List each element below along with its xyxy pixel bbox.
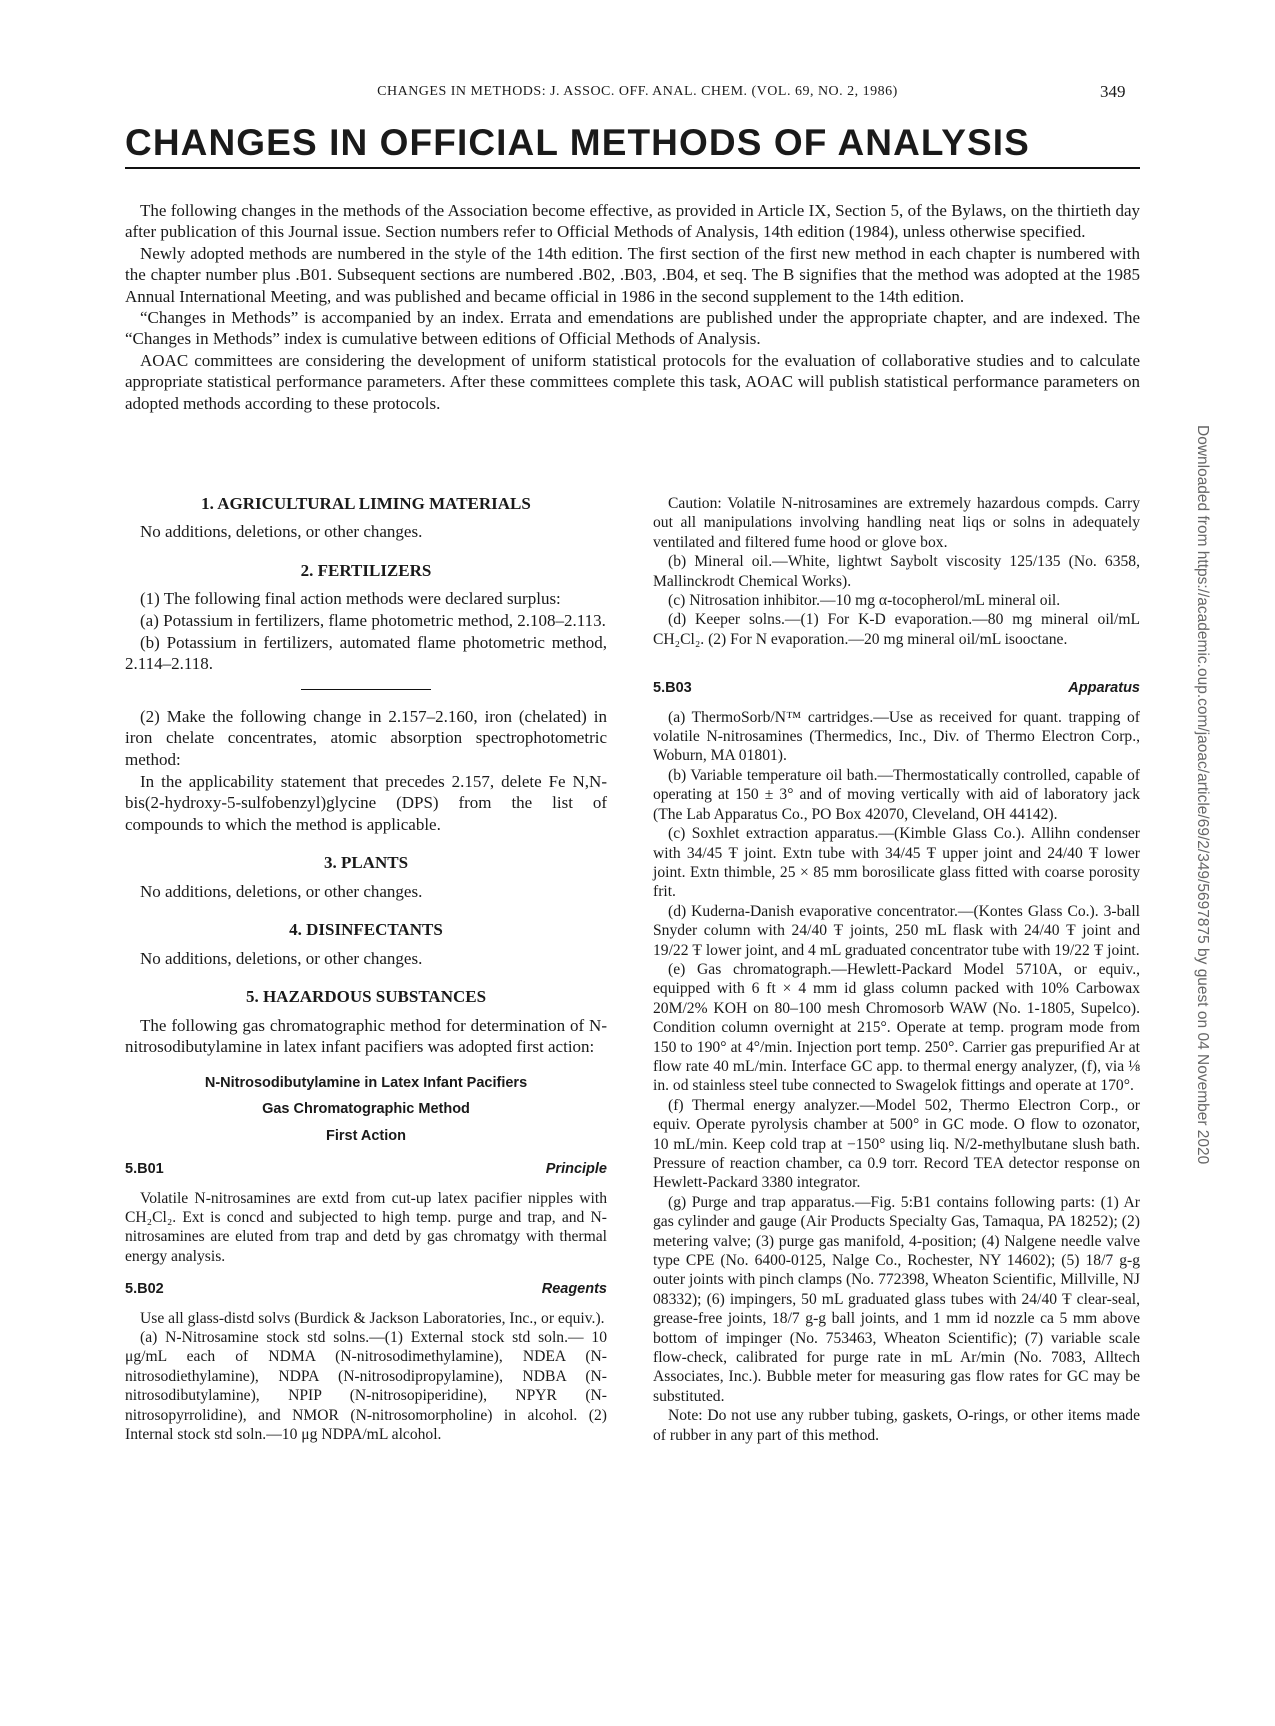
paragraph: No additions, deletions, or other changes. (140, 881, 423, 901)
section-heading: 3. PLANTS (323, 853, 409, 873)
paragraph: (b) Potassium in fertilizers, automated flame photometric method, 2.114–2.118. (125, 632, 607, 674)
subsection-number: 5.B01 (125, 1161, 164, 1178)
paragraph: (g) Purge and trap apparatus.—Fig. 5:B1 contains following parts: (1) Ar gas cylinder and gauge (Air Products Specialty Gas, Tamaqua, PA 18252); (2) metering valve; (3) purge gas manifold, 4-position; (4) Nalgene needle valve type CPE (No. 6400-0125, Nalge Co., Rochester, NY 14602); (5) 18/7 g-g outer joints with pinch clamps (No. 772398, Wheaton Scientific, Millville, NJ 08332); (6) impingers, 50 mL graduated glass tubes with 24/40 Ŧ clear-seal, grease-free joints, 18/7 g-g ball joints, and 1 mm id nozzle ca 5 mm above bottom of impinger (No. 753463, Wheaton Scientific); (7) variable scale flow-check, calibrated for purge rate in mL Ar/min (No. 7083, Alltech Associates, Inc.). Bubble meter for measuring gas flow rates for GC may be substituted. (653, 1193, 1140, 1405)
intro-paragraph: The following changes in the methods of the Association become effective, as provided in Article IX, Section 5, of the Bylaws, on the thirtieth day after publication of this Journal issue. Section numbers refer to Official Methods of Analysis, 14th edition (1984), unless otherwise specified. (125, 201, 1140, 242)
subsection-number: 5.B03 (653, 680, 692, 697)
paragraph: No additions, deletions, or other changes. (140, 522, 423, 542)
paragraph: Volatile N-nitrosamines are extd from cut-up latex pacifier nipples with CH₂Cl₂. Ext is concd and subjected to high temp. purge and trap, and N-nitrosamines are eluted from trap and detd by gas chromatgy with thermal energy analysis. (125, 1189, 607, 1265)
caution-paragraph: Caution: Volatile N-nitrosamines are extremely hazardous compds. Carry out all manipulations involving handling neat liqs or solns in adequately ventilated and filtered fume hood or glove box. (653, 495, 1140, 551)
paragraph: Use all glass-distd solvs (Burdick & Jackson Laboratories, Inc., or equiv.). (140, 1309, 605, 1327)
method-title: N-Nitrosodibutylamine in Latex Infant Pacifiers (204, 1074, 528, 1091)
left-column (125, 494, 607, 1444)
section-heading: 2. FERTILIZERS (300, 561, 432, 580)
subsection-heading (653, 679, 1140, 698)
paragraph: The following gas chromatographic method for determination of N-nitrosodibutylamine in latex infant pacifiers was adopted first action: (125, 1015, 607, 1057)
paragraph: (b) Mineral oil.—White, lightwt Saybolt viscosity 125/135 (No. 6358, Mallinckrodt Chemical Works). (653, 553, 1140, 590)
paragraph: (e) Gas chromatograph.—Hewlett-Packard Model 5710A, or equiv., equipped with 6 ft × 4 mm id glass column packed with 10% Carbowax 20M/2% KOH on 80–100 mesh Chromosorb WAW (No. 1-1805, Supelco). Condition column overnight at 215°. Operate at temp. program mode from 150 to 190° at 4°/min. Injection port temp. 250°. Carrier gas prepurified Ar at flow rate 40 mL/min. Interface GC app. to thermal energy analyzer, (f), via ⅛ in. od stainless steel tube connected to Swagelok fittings and operate at 170°. (653, 960, 1140, 1095)
paragraph: (c) Nitrosation inhibitor.—10 mg α-tocopherol/mL mineral oil. (668, 592, 1061, 610)
method-status: First Action (325, 1127, 407, 1144)
intro-paragraph: Newly adopted methods are numbered in the style of the 14th edition. The first section of the first new method in each chapter is numbered with the chapter number plus .B01. Subsequent sections are numbered .B02, .B03, .B04, et seq. The B signifies that the method was adopted at the 1985 Annual International Meeting, and was published and became official in 1986 in the second supplement to the 14th edition. (125, 243, 1140, 306)
paragraph: (a) N-Nitrosamine stock std solns.—(1) External stock std soln.— 10 μg/mL each of NDMA (N-nitrosodimethylamine), NDEA (N-nitrosodiethylamine), NDPA (N-nitrosodipropylamine), NDBA (N-nitrosodibutylamine), NPIP (N-nitrosopiperidine), NPYR (N-nitrosopyrrolidine), and NMOR (N-nitrosomorpholine) in alcohol. (2) Internal stock std soln.—10 μg NDPA/mL alcohol. (125, 1329, 607, 1444)
paragraph: (1) The following final action methods were declared surplus: (140, 589, 561, 609)
subsection-label: Apparatus (1068, 680, 1140, 697)
intro-paragraph: AOAC committees are considering the development of uniform statistical protocols for the evaluation of collaborative studies and to calculate appropriate statistical performance parameters. After these committees complete this task, AOAC will publish statistical performance parameters on adopted methods according to these protocols. (125, 350, 1140, 413)
intro (125, 200, 1140, 414)
subsection-label: Reagents (541, 1281, 607, 1298)
page-number: 349 (1100, 82, 1126, 101)
paragraph: In the applicability statement that precedes 2.157, delete Fe N,N-bis(2-hydroxy-5-sulfobenzyl)glycine (DPS) from the list of compounds to which the method is applicable. (125, 771, 607, 834)
paragraph: No additions, deletions, or other changes. (140, 948, 423, 968)
subsection-heading (125, 1160, 607, 1179)
running-head: CHANGES IN METHODS: J. ASSOC. OFF. ANAL. CHEM. (VOL. 69, NO. 2, 1986) (377, 84, 898, 99)
section-heading: 5. HAZARDOUS SUBSTANCES (245, 987, 487, 1007)
paragraph: (d) Keeper solns.—(1) For K-D evaporation.—80 mg mineral oil/mL CH₂Cl₂. (2) For N evaporation.—20 mg mineral oil/mL isooctane. (653, 611, 1140, 648)
paragraph: (f) Thermal energy analyzer.—Model 502, Thermo Electron Corp., or equiv. Operate pyrolysis chamber at 500° in GC mode. O flow to ozonator, 10 mL/min. Keep cold trap at −150° using liq. N/2-methylbutane slush bath. Pressure of reaction chamber, ca 0.9 torr. Record TEA detector response on Hewlett-Packard 3380 integrator. (653, 1096, 1140, 1192)
method-subtitle: Gas Chromatographic Method (262, 1101, 470, 1118)
note-paragraph: Note: Do not use any rubber tubing, gaskets, O-rings, or other items made of rubber in any part of this method. (653, 1407, 1140, 1444)
paragraph: (c) Soxhlet extraction apparatus.—(Kimble Glass Co.). Allihn condenser with 34/45 Ŧ joint. Extn tube with 34/45 Ŧ upper joint and 24/40 Ŧ lower joint. Extn thimble, 25 × 85 mm borosilicate glass fitted with coarse porosity frit. (653, 825, 1140, 901)
paragraph: (2) Make the following change in 2.157–2.160, iron (chelated) in iron chelate concentrates, atomic absorption spectrophotometric method: (125, 706, 607, 769)
paragraph: (a) ThermoSorb/N™ cartridges.—Use as received for quant. trapping of volatile N-nitrosamines (Thermedics, Inc., Div. of Thermo Electron Corp., Woburn, MA 01801). (653, 708, 1140, 765)
download-watermark: Downloaded from https://academic.oup.com/jaoac/article/69/2/349/5697875 by guest on 04 November 2020 (1194, 425, 1211, 1165)
page-title: CHANGES IN OFFICIAL METHODS OF ANALYSIS (125, 122, 1030, 163)
section-heading: 4. DISINFECTANTS (289, 920, 443, 940)
title-rule (125, 167, 1140, 169)
intro-paragraph: “Changes in Methods” is accompanied by an index. Errata and emendations are published under the appropriate chapter, and are indexed. The “Changes in Methods” index is cumulative between editions of Official Methods of Analysis. (125, 308, 1140, 349)
subsection-label: Principle (545, 1161, 607, 1178)
paragraph: (d) Kuderna-Danish evaporative concentrator.—(Kontes Glass Co.). 3-ball Snyder column with 24/40 Ŧ joints, 250 mL flask with 24/40 Ŧ joint and 19/22 Ŧ lower joint, and 4 mL graduated concentrator tube with 19/22 Ŧ joint. (653, 902, 1140, 959)
right-column (653, 494, 1140, 1445)
subsection-heading (125, 1280, 607, 1299)
section-heading: 1. AGRICULTURAL LIMING MATERIALS (201, 494, 531, 513)
subsection-number: 5.B02 (125, 1281, 164, 1298)
divider (301, 689, 431, 690)
paragraph: (b) Variable temperature oil bath.—Thermostatically controlled, capable of operating at 150 ± 3° and of moving vertically with aid of laboratory jack (The Lab Apparatus Co., PO Box 42070, Cleveland, OH 44142). (653, 766, 1140, 823)
paragraph: (a) Potassium in fertilizers, flame photometric method, 2.108–2.113. (140, 611, 606, 630)
